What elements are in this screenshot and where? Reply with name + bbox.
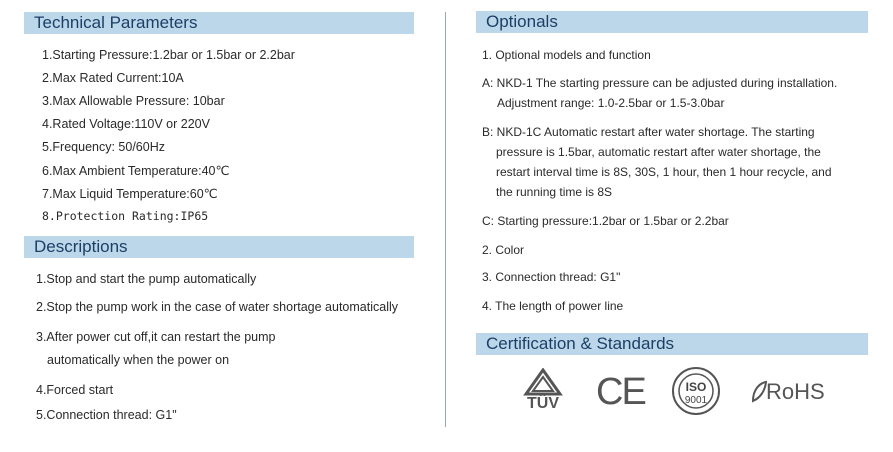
optional-item: 1. Optional models and function <box>482 48 651 62</box>
section-title: Descriptions <box>34 237 128 256</box>
description-item: 3.After power cut off,it can restart the pump <box>36 330 276 344</box>
optional-item: B: NKD-1C Automatic restart after water shortage. The starting <box>482 125 815 139</box>
tuv-logo <box>522 368 564 416</box>
certification-header <box>476 333 868 355</box>
column-divider <box>445 12 446 427</box>
section-title: Technical Parameters <box>34 13 198 32</box>
description-item: automatically when the power on <box>47 353 230 367</box>
optional-item: the running time is 8S <box>496 185 613 199</box>
section-title: Optionals <box>486 12 558 31</box>
description-item: 5.Connection thread: G1" <box>36 408 177 422</box>
tuv-triangle-icon <box>522 368 564 398</box>
optional-item: Adjustment range: 1.0-2.5bar or 1.5-3.0bar <box>497 96 725 110</box>
rohs-logo <box>750 377 830 407</box>
optionals-header <box>476 11 868 33</box>
optional-item: 3. Connection thread: G1" <box>482 270 621 284</box>
iso-number-text: 9001 <box>684 395 708 406</box>
tech-param-item: 3.Max Allowable Pressure: 10bar <box>42 94 225 108</box>
optional-item: A: NKD-1 The starting pressure can be adjusted during installation. <box>482 76 838 90</box>
tech-param-item: 8.Protection Rating:IP65 <box>42 209 209 223</box>
iso-seal-icon <box>671 366 721 416</box>
description-item: 1.Stop and start the pump automatically <box>36 272 257 286</box>
description-item: 4.Forced start <box>36 383 114 397</box>
tuv-label: TÜV <box>527 395 559 412</box>
tech-param-item: 5.Frequency: 50/60Hz <box>42 140 165 154</box>
iso-9001-logo <box>671 366 721 416</box>
rohs-label: RoHS <box>766 379 825 404</box>
optional-item: 4. The length of power line <box>482 299 624 313</box>
optional-item: 2. Color <box>482 243 525 257</box>
optional-item: restart interval time is 8S, 30S, 1 hour, then 1 hour recycle, and <box>496 165 832 179</box>
iso-top-text: ISO <box>685 380 707 394</box>
tech-param-item: 7.Max Liquid Temperature:60℃ <box>42 187 218 201</box>
tech-param-item: 1.Starting Pressure:1.2bar or 1.5bar or 2.2bar <box>42 48 295 62</box>
tech-param-item: 4.Rated Voltage:110V or 220V <box>42 117 210 131</box>
descriptions-header <box>24 236 414 258</box>
ce-logo: CE <box>596 371 645 413</box>
tech-param-item: 2.Max Rated Current:10A <box>42 71 184 85</box>
description-item: 2.Stop the pump work in the case of water shortage automatically <box>36 300 398 314</box>
tech-param-item: 6.Max Ambient Temperature:40℃ <box>42 164 230 178</box>
section-title: Certification & Standards <box>486 334 675 353</box>
optional-item: C: Starting pressure:1.2bar or 1.5bar or 2.2bar <box>482 214 729 228</box>
technical-parameters-header <box>24 12 414 34</box>
optional-item: pressure is 1.5bar, automatic restart after water shortage, the <box>496 145 821 159</box>
